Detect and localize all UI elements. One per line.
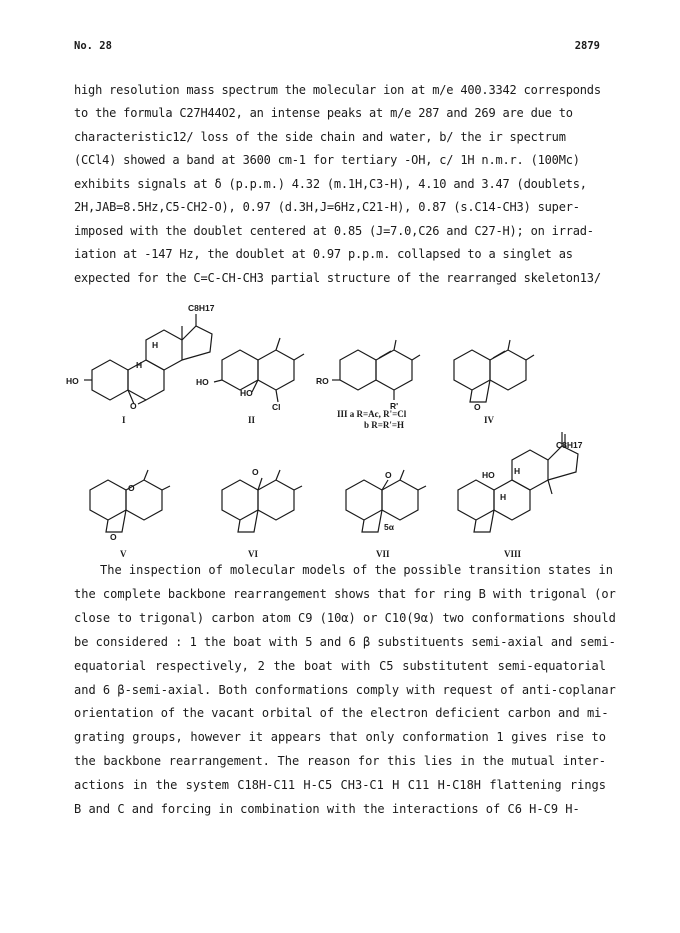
label-compound-VI: VI bbox=[248, 549, 259, 559]
III-RO-label: RO bbox=[316, 376, 329, 386]
VIII-H8-label: H bbox=[500, 492, 507, 502]
structure-V bbox=[90, 470, 170, 542]
structure-II bbox=[196, 338, 304, 412]
II-HO5-label: HO bbox=[240, 388, 253, 398]
text-line-7: imposed with the doublet centered at 0.85 (J=7.0,C26 and C27-H); on irrad- bbox=[74, 224, 594, 238]
paragraph-line-3: close to trigonal) carbon atom C9 (10α) or C10(9α) two conformations should bbox=[74, 610, 616, 625]
I-H8-label: H bbox=[136, 360, 143, 370]
structure-VIII bbox=[458, 432, 583, 532]
I-H9-label: H bbox=[152, 340, 159, 350]
II-Cl-label: Cl bbox=[272, 402, 281, 412]
paragraph-line-11: B and C and forcing in combination with the interactions of C6 H-C9 H- bbox=[74, 802, 580, 817]
paragraph-line-8: grating groups, however it appears that only conformation 1 gives rise to bbox=[74, 730, 606, 745]
label-compound-IV: IV bbox=[484, 415, 495, 425]
structure-IV bbox=[454, 340, 534, 412]
text-line-1: high resolution mass spectrum the molecular ion at m/e 400.3342 corresponds bbox=[74, 83, 601, 97]
label-compound-I: I bbox=[122, 415, 126, 425]
III-R-prime-label: R' bbox=[390, 401, 399, 411]
page-number: 2879 bbox=[574, 40, 600, 52]
paragraph-line-1: The inspection of molecular models of the possible transition states in bbox=[100, 563, 613, 577]
label-compound-II: II bbox=[248, 415, 256, 425]
paragraph-line-9: the backbone rearrangement. The reason for this lies in the mutual inter- bbox=[74, 754, 606, 769]
structure-III bbox=[316, 340, 420, 411]
structure-VI bbox=[222, 467, 302, 532]
label-compound-VIII: VIII bbox=[504, 549, 522, 559]
label-compound-IIIb: b R=R'=H bbox=[364, 420, 405, 430]
text-line-3: characteristic12/ loss of the side chain and water, b/ the ir spectrum bbox=[74, 130, 566, 144]
body-paragraph bbox=[74, 559, 616, 822]
paragraph-line-7: orientation of the vacant orbital of the electron deficient carbon and mi- bbox=[74, 706, 609, 721]
label-compound-IIIa: III a R=Ac, R'=Cl bbox=[337, 409, 407, 419]
structure-VII bbox=[346, 470, 426, 532]
I-HO-label: HO bbox=[66, 376, 79, 386]
VII-epoxide-O-label: O bbox=[385, 470, 392, 480]
paragraph-line-6: and 6 β-semi-axial. Both conformations comply with request of anti-coplanar bbox=[74, 682, 616, 697]
paragraph-line-10: actions in the system C18H-C11 H-C5 CH3-C1 H C11 H-C18H flattening rings bbox=[74, 778, 606, 793]
V-ring-O-label: O bbox=[128, 483, 135, 493]
journal-issue-number: No. 28 bbox=[74, 40, 112, 52]
label-compound-VII: VII bbox=[376, 549, 390, 559]
text-line-9: expected for the C=C-CH-CH3 partial structure of the rearranged skeleton13/ bbox=[74, 271, 601, 285]
VIII-HO-label: HO bbox=[482, 470, 495, 480]
label-compound-V: V bbox=[120, 549, 127, 559]
VIII-H9-label: H bbox=[514, 466, 521, 476]
IV-O-label: O bbox=[474, 402, 481, 412]
text-line-8: iation at -147 Hz, the doublet at 0.97 p.p.m. collapsed to a singlet as bbox=[74, 247, 573, 261]
VIII-sidechain-label: C8H17 bbox=[556, 440, 583, 450]
VI-keto-O-label: O bbox=[252, 467, 259, 477]
II-HO3-label: HO bbox=[196, 377, 209, 387]
text-line-2: to the formula C27H44O2, an intense peaks at m/e 287 and 269 are due to bbox=[74, 106, 573, 120]
text-line-6: 2H,JAB=8.5Hz,C5-CH2-O), 0.97 (d.3H,J=6Hz,C21-H), 0.87 (s.C14-CH3) super- bbox=[74, 200, 580, 214]
paragraph-line-4: be considered : 1 the boat with 5 and 6 β substituents semi-axial and semi- bbox=[74, 634, 616, 649]
I-O-label: O bbox=[130, 401, 137, 411]
V-ether-O-label: O bbox=[110, 532, 117, 542]
text-line-4: (CCl4) showed a band at 3600 cm-1 for tertiary -OH, c/ 1H n.m.r. (100Mc) bbox=[74, 153, 580, 167]
VII-5alpha-label: 5α bbox=[384, 522, 394, 532]
structure-I bbox=[66, 303, 215, 411]
paragraph-line-2: the complete backbone rearrangement shows that for ring B with trigonal (or bbox=[74, 586, 616, 601]
text-line-5: exhibits signals at δ (p.p.m.) 4.32 (m.1H,C3-H), 4.10 and 3.47 (doublets, bbox=[74, 177, 587, 191]
I-sidechain-label: C8H17 bbox=[188, 303, 215, 313]
paragraph-line-5: equatorial respectively, 2 the boat with C5 substitutent semi-equatorial bbox=[74, 658, 606, 673]
